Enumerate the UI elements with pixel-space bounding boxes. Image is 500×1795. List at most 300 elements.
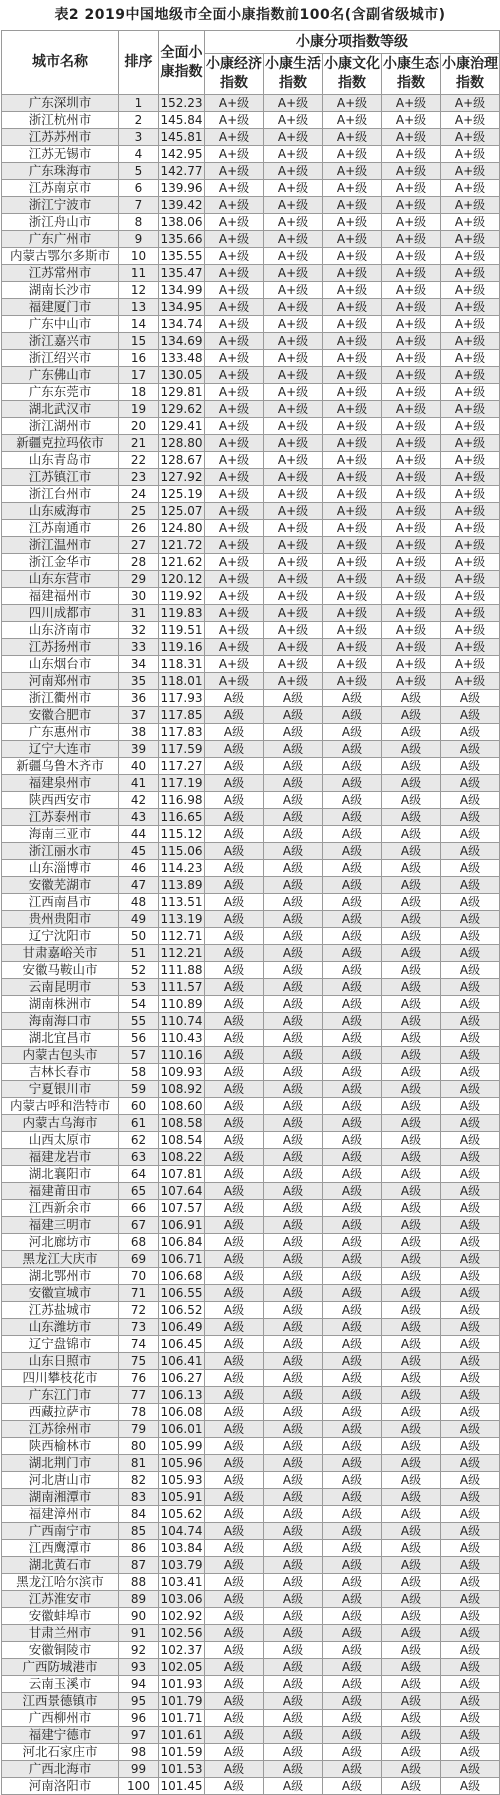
cell-economy-grade: A+级 (205, 231, 264, 248)
table-row (2, 1336, 500, 1353)
cell-governance-grade: A+级 (441, 418, 500, 435)
cell-rank: 66 (119, 1200, 159, 1217)
col-header-living: 小康生活指数 (264, 54, 323, 95)
table-row (2, 877, 500, 894)
cell-ecology-grade: A+级 (382, 248, 441, 265)
cell-culture-grade: A级 (323, 1642, 382, 1659)
cell-rank: 58 (119, 1064, 159, 1081)
table-row (2, 945, 500, 962)
cell-living-grade: A+级 (264, 520, 323, 537)
cell-rank: 23 (119, 469, 159, 486)
cell-economy-grade: A级 (205, 1251, 264, 1268)
cell-index: 117.83 (160, 725, 203, 739)
cell-living-grade: A级 (264, 1421, 323, 1438)
cell-culture-grade: A级 (323, 860, 382, 877)
cell-living-grade: A级 (264, 1778, 323, 1795)
cell-ecology-grade: A+级 (382, 673, 441, 690)
cell-living-grade: A级 (264, 1489, 323, 1506)
cell-economy-grade: A+级 (205, 673, 264, 690)
cell-culture-grade: A+级 (323, 418, 382, 435)
cell-culture-grade: A级 (323, 1591, 382, 1608)
cell-governance-grade: A级 (441, 1319, 500, 1336)
cell-rank: 2 (119, 112, 159, 129)
cell-economy-grade: A级 (205, 1302, 264, 1319)
cell-index: 119.51 (160, 623, 203, 637)
cell-index: 111.57 (160, 980, 203, 994)
cell-city: 广东广州市 (2, 231, 119, 248)
cell-living-grade: A级 (264, 1302, 323, 1319)
cell-ecology-grade: A+级 (382, 299, 441, 316)
cell-economy-grade: A级 (205, 1438, 264, 1455)
cell-economy-grade: A级 (205, 928, 264, 945)
cell-rank: 70 (119, 1268, 159, 1285)
cell-rank: 13 (119, 299, 159, 316)
cell-living-grade: A级 (264, 1727, 323, 1744)
table-row (2, 486, 500, 503)
cell-living-grade: A级 (264, 1081, 323, 1098)
cell-governance-grade: A+级 (441, 95, 500, 112)
cell-living-grade: A级 (264, 1455, 323, 1472)
cell-living-grade: A+级 (264, 350, 323, 367)
cell-rank: 83 (119, 1489, 159, 1506)
cell-economy-grade: A级 (205, 962, 264, 979)
table-row (2, 435, 500, 452)
cell-index: 110.74 (160, 1014, 203, 1028)
cell-governance-grade: A级 (441, 1166, 500, 1183)
cell-culture-grade: A+级 (323, 520, 382, 537)
cell-living-grade: A级 (264, 775, 323, 792)
cell-governance-grade: A级 (441, 1489, 500, 1506)
cell-culture-grade: A+级 (323, 197, 382, 214)
cell-economy-grade: A级 (205, 741, 264, 758)
cell-city: 黑龙江大庆市 (2, 1251, 119, 1268)
cell-city: 新疆乌鲁木齐市 (2, 758, 119, 775)
cell-governance-grade: A+级 (441, 180, 500, 197)
cell-ecology-grade: A级 (382, 1149, 441, 1166)
cell-rank: 12 (119, 282, 159, 299)
cell-living-grade: A级 (264, 1064, 323, 1081)
cell-city: 江西新余市 (2, 1200, 119, 1217)
table-row (2, 231, 500, 248)
table-row (2, 1353, 500, 1370)
cell-culture-grade: A级 (323, 1506, 382, 1523)
cell-index: 117.85 (160, 708, 203, 722)
cell-rank: 63 (119, 1149, 159, 1166)
cell-governance-grade: A级 (441, 1404, 500, 1421)
cell-ecology-grade: A级 (382, 945, 441, 962)
cell-ecology-grade: A级 (382, 1030, 441, 1047)
cell-economy-grade: A+级 (205, 418, 264, 435)
cell-living-grade: A级 (264, 1234, 323, 1251)
cell-ecology-grade: A+级 (382, 418, 441, 435)
cell-ecology-grade: A级 (382, 1761, 441, 1778)
cell-living-grade: A+级 (264, 554, 323, 571)
table-row (2, 452, 500, 469)
cell-economy-grade: A级 (205, 1676, 264, 1693)
cell-rank: 74 (119, 1336, 159, 1353)
cell-ecology-grade: A级 (382, 1523, 441, 1540)
cell-index: 119.16 (160, 640, 203, 654)
cell-culture-grade: A级 (323, 979, 382, 996)
cell-living-grade: A+级 (264, 265, 323, 282)
cell-governance-grade: A+级 (441, 588, 500, 605)
cell-governance-grade: A+级 (441, 384, 500, 401)
cell-index: 129.81 (160, 385, 203, 399)
cell-index: 128.67 (160, 453, 203, 467)
cell-economy-grade: A+级 (205, 656, 264, 673)
cell-city: 安徽马鞍山市 (2, 962, 119, 979)
cell-ecology-grade: A+级 (382, 95, 441, 112)
table-row (2, 792, 500, 809)
cell-governance-grade: A+级 (441, 146, 500, 163)
cell-rank: 73 (119, 1319, 159, 1336)
table-row (2, 537, 500, 554)
cell-index: 109.93 (160, 1065, 203, 1079)
cell-rank: 36 (119, 690, 159, 707)
cell-city: 湖北鄂州市 (2, 1268, 119, 1285)
table-row (2, 265, 500, 282)
cell-economy-grade: A级 (205, 1013, 264, 1030)
cell-city: 河北唐山市 (2, 1472, 119, 1489)
cell-economy-grade: A级 (205, 1285, 264, 1302)
cell-governance-grade: A+级 (441, 350, 500, 367)
cell-governance-grade: A级 (441, 860, 500, 877)
cell-governance-grade: A级 (441, 1710, 500, 1727)
cell-rank: 26 (119, 520, 159, 537)
cell-culture-grade: A级 (323, 1234, 382, 1251)
cell-rank: 31 (119, 605, 159, 622)
table-row (2, 588, 500, 605)
cell-culture-grade: A级 (323, 1574, 382, 1591)
cell-culture-grade: A级 (323, 1676, 382, 1693)
cell-governance-grade: A+级 (441, 656, 500, 673)
cell-culture-grade: A+级 (323, 554, 382, 571)
cell-economy-grade: A级 (205, 1574, 264, 1591)
cell-rank: 43 (119, 809, 159, 826)
cell-economy-grade: A级 (205, 758, 264, 775)
cell-ecology-grade: A+级 (382, 231, 441, 248)
table-row (2, 180, 500, 197)
cell-index: 139.42 (160, 198, 203, 212)
cell-governance-grade: A级 (441, 877, 500, 894)
cell-index: 106.45 (160, 1337, 203, 1351)
cell-ecology-grade: A级 (382, 996, 441, 1013)
cell-economy-grade: A级 (205, 1608, 264, 1625)
cell-ecology-grade: A+级 (382, 384, 441, 401)
cell-economy-grade: A级 (205, 1625, 264, 1642)
cell-rank: 21 (119, 435, 159, 452)
cell-ecology-grade: A级 (382, 1251, 441, 1268)
cell-ecology-grade: A级 (382, 775, 441, 792)
cell-city: 福建莆田市 (2, 1183, 119, 1200)
cell-economy-grade: A+级 (205, 299, 264, 316)
cell-rank: 67 (119, 1217, 159, 1234)
cell-index: 106.13 (160, 1388, 203, 1402)
table-row (2, 690, 500, 707)
cell-city: 安徽蚌埠市 (2, 1608, 119, 1625)
cell-city: 河南洛阳市 (2, 1778, 119, 1795)
cell-ecology-grade: A+级 (382, 520, 441, 537)
cell-living-grade: A级 (264, 1506, 323, 1523)
cell-culture-grade: A级 (323, 843, 382, 860)
cell-city: 安徽铜陵市 (2, 1642, 119, 1659)
cell-living-grade: A级 (264, 1268, 323, 1285)
cell-ecology-grade: A级 (382, 962, 441, 979)
cell-culture-grade: A级 (323, 1370, 382, 1387)
cell-culture-grade: A+级 (323, 163, 382, 180)
cell-living-grade: A+级 (264, 418, 323, 435)
table-row (2, 1744, 500, 1761)
cell-ecology-grade: A+级 (382, 452, 441, 469)
cell-ecology-grade: A级 (382, 1506, 441, 1523)
cell-ecology-grade: A级 (382, 1370, 441, 1387)
cell-index: 139.96 (160, 181, 203, 195)
cell-governance-grade: A级 (441, 690, 500, 707)
cell-ecology-grade: A+级 (382, 656, 441, 673)
cell-rank: 41 (119, 775, 159, 792)
cell-city: 安徽宣城市 (2, 1285, 119, 1302)
cell-rank: 50 (119, 928, 159, 945)
table-row (2, 469, 500, 486)
cell-economy-grade: A+级 (205, 588, 264, 605)
cell-culture-grade: A级 (323, 1489, 382, 1506)
cell-city: 江西鹰潭市 (2, 1540, 119, 1557)
cell-rank: 77 (119, 1387, 159, 1404)
cell-ecology-grade: A+级 (382, 401, 441, 418)
cell-economy-grade: A级 (205, 1319, 264, 1336)
cell-rank: 15 (119, 333, 159, 350)
table-row (2, 401, 500, 418)
table-row (2, 197, 500, 214)
cell-index: 106.68 (160, 1269, 203, 1283)
cell-culture-grade: A级 (323, 1455, 382, 1472)
table-row (2, 1285, 500, 1302)
cell-living-grade: A+级 (264, 452, 323, 469)
cell-economy-grade: A级 (205, 1659, 264, 1676)
cell-rank: 78 (119, 1404, 159, 1421)
cell-city: 山东青岛市 (2, 452, 119, 469)
table-row (2, 1098, 500, 1115)
cell-ecology-grade: A级 (382, 1353, 441, 1370)
cell-rank: 53 (119, 979, 159, 996)
cell-ecology-grade: A+级 (382, 537, 441, 554)
cell-governance-grade: A+级 (441, 622, 500, 639)
cell-city: 广东珠海市 (2, 163, 119, 180)
cell-ecology-grade: A级 (382, 1659, 441, 1676)
cell-culture-grade: A级 (323, 758, 382, 775)
cell-economy-grade: A级 (205, 809, 264, 826)
table-row (2, 809, 500, 826)
cell-culture-grade: A级 (323, 1608, 382, 1625)
cell-rank: 32 (119, 622, 159, 639)
cell-city: 广西南宁市 (2, 1523, 119, 1540)
cell-index: 105.99 (160, 1439, 203, 1453)
cell-governance-grade: A+级 (441, 401, 500, 418)
cell-governance-grade: A级 (441, 1234, 500, 1251)
cell-living-grade: A级 (264, 1676, 323, 1693)
cell-rank: 92 (119, 1642, 159, 1659)
cell-ecology-grade: A级 (382, 1098, 441, 1115)
cell-culture-grade: A级 (323, 1319, 382, 1336)
cell-culture-grade: A级 (323, 894, 382, 911)
table-row (2, 1506, 500, 1523)
cell-living-grade: A+级 (264, 180, 323, 197)
cell-index: 101.71 (160, 1711, 203, 1725)
cell-rank: 11 (119, 265, 159, 282)
cell-governance-grade: A级 (441, 826, 500, 843)
cell-economy-grade: A+级 (205, 350, 264, 367)
cell-ecology-grade: A+级 (382, 163, 441, 180)
cell-city: 湖北荆门市 (2, 1455, 119, 1472)
cell-economy-grade: A级 (205, 1557, 264, 1574)
cell-city: 广东江门市 (2, 1387, 119, 1404)
cell-living-grade: A级 (264, 1285, 323, 1302)
cell-culture-grade: A级 (323, 1778, 382, 1795)
cell-culture-grade: A+级 (323, 367, 382, 384)
cell-culture-grade: A级 (323, 775, 382, 792)
cell-economy-grade: A级 (205, 1183, 264, 1200)
cell-economy-grade: A级 (205, 1591, 264, 1608)
table-row (2, 146, 500, 163)
cell-culture-grade: A级 (323, 928, 382, 945)
table-row (2, 367, 500, 384)
cell-governance-grade: A级 (441, 724, 500, 741)
cell-ecology-grade: A级 (382, 1455, 441, 1472)
cell-index: 135.55 (160, 249, 203, 263)
cell-living-grade: A级 (264, 1319, 323, 1336)
cell-culture-grade: A级 (323, 1387, 382, 1404)
cell-city: 内蒙古呼和浩特市 (2, 1098, 119, 1115)
cell-ecology-grade: A级 (382, 690, 441, 707)
cell-city: 湖北襄阳市 (2, 1166, 119, 1183)
cell-living-grade: A级 (264, 860, 323, 877)
cell-index: 117.93 (160, 691, 203, 705)
cell-rank: 84 (119, 1506, 159, 1523)
cell-index: 117.59 (160, 742, 203, 756)
cell-economy-grade: A级 (205, 1370, 264, 1387)
table-row (2, 724, 500, 741)
cell-ecology-grade: A+级 (382, 180, 441, 197)
cell-rank: 87 (119, 1557, 159, 1574)
cell-culture-grade: A+级 (323, 282, 382, 299)
cell-rank: 79 (119, 1421, 159, 1438)
cell-economy-grade: A级 (205, 1540, 264, 1557)
cell-index: 106.52 (160, 1303, 203, 1317)
cell-city: 江西景德镇市 (2, 1693, 119, 1710)
cell-governance-grade: A级 (441, 1625, 500, 1642)
table-row (2, 1166, 500, 1183)
cell-governance-grade: A级 (441, 1030, 500, 1047)
cell-ecology-grade: A+级 (382, 350, 441, 367)
cell-culture-grade: A级 (323, 1047, 382, 1064)
cell-index: 107.64 (160, 1184, 203, 1198)
cell-culture-grade: A级 (323, 741, 382, 758)
table-row (2, 1727, 500, 1744)
cell-rank: 62 (119, 1132, 159, 1149)
cell-living-grade: A+级 (264, 469, 323, 486)
cell-index: 121.72 (160, 538, 203, 552)
cell-living-grade: A级 (264, 843, 323, 860)
cell-culture-grade: A级 (323, 1727, 382, 1744)
table-row (2, 163, 500, 180)
table-row (2, 996, 500, 1013)
cell-index: 101.45 (160, 1779, 203, 1793)
cell-living-grade: A级 (264, 1030, 323, 1047)
cell-city: 湖南湘潭市 (2, 1489, 119, 1506)
cell-city: 广西防城港市 (2, 1659, 119, 1676)
table-row (2, 1574, 500, 1591)
cell-rank: 28 (119, 554, 159, 571)
cell-city: 辽宁沈阳市 (2, 928, 119, 945)
cell-culture-grade: A+级 (323, 112, 382, 129)
cell-governance-grade: A+级 (441, 231, 500, 248)
cell-culture-grade: A级 (323, 877, 382, 894)
table-row (2, 95, 500, 112)
cell-governance-grade: A+级 (441, 554, 500, 571)
cell-index: 106.91 (160, 1218, 203, 1232)
cell-governance-grade: A级 (441, 1778, 500, 1795)
cell-economy-grade: A级 (205, 1778, 264, 1795)
cell-city: 浙江丽水市 (2, 843, 119, 860)
cell-index: 120.12 (160, 572, 203, 586)
cell-culture-grade: A级 (323, 911, 382, 928)
cell-economy-grade: A级 (205, 1387, 264, 1404)
cell-culture-grade: A+级 (323, 231, 382, 248)
cell-index: 134.74 (160, 317, 203, 331)
cell-index: 113.19 (160, 912, 203, 926)
cell-rank: 55 (119, 1013, 159, 1030)
cell-culture-grade: A级 (323, 1217, 382, 1234)
cell-economy-grade: A级 (205, 1506, 264, 1523)
cell-governance-grade: A级 (441, 1438, 500, 1455)
cell-economy-grade: A级 (205, 1234, 264, 1251)
cell-culture-grade: A级 (323, 1132, 382, 1149)
cell-culture-grade: A级 (323, 1302, 382, 1319)
cell-index: 118.31 (160, 657, 203, 671)
cell-economy-grade: A+级 (205, 486, 264, 503)
cell-culture-grade: A+级 (323, 180, 382, 197)
cell-culture-grade: A+级 (323, 469, 382, 486)
cell-rank: 34 (119, 656, 159, 673)
cell-city: 江苏南京市 (2, 180, 119, 197)
cell-economy-grade: A+级 (205, 248, 264, 265)
table-body (2, 95, 500, 1795)
cell-rank: 24 (119, 486, 159, 503)
cell-culture-grade: A级 (323, 1438, 382, 1455)
table-row (2, 1081, 500, 1098)
cell-living-grade: A级 (264, 945, 323, 962)
cell-index: 135.47 (160, 266, 203, 280)
table-row (2, 758, 500, 775)
cell-governance-grade: A级 (441, 1659, 500, 1676)
cell-rank: 35 (119, 673, 159, 690)
cell-city: 陕西榆林市 (2, 1438, 119, 1455)
cell-culture-grade: A级 (323, 1013, 382, 1030)
cell-rank: 64 (119, 1166, 159, 1183)
cell-city: 山东潍坊市 (2, 1319, 119, 1336)
cell-culture-grade: A级 (323, 1761, 382, 1778)
cell-index: 101.61 (160, 1728, 203, 1742)
cell-rank: 100 (119, 1778, 159, 1795)
cell-index: 121.62 (160, 555, 203, 569)
cell-governance-grade: A级 (441, 1472, 500, 1489)
cell-city: 广西柳州市 (2, 1710, 119, 1727)
table-row (2, 248, 500, 265)
cell-living-grade: A+级 (264, 248, 323, 265)
table-row (2, 1183, 500, 1200)
cell-living-grade: A级 (264, 1200, 323, 1217)
cell-governance-grade: A级 (441, 1591, 500, 1608)
